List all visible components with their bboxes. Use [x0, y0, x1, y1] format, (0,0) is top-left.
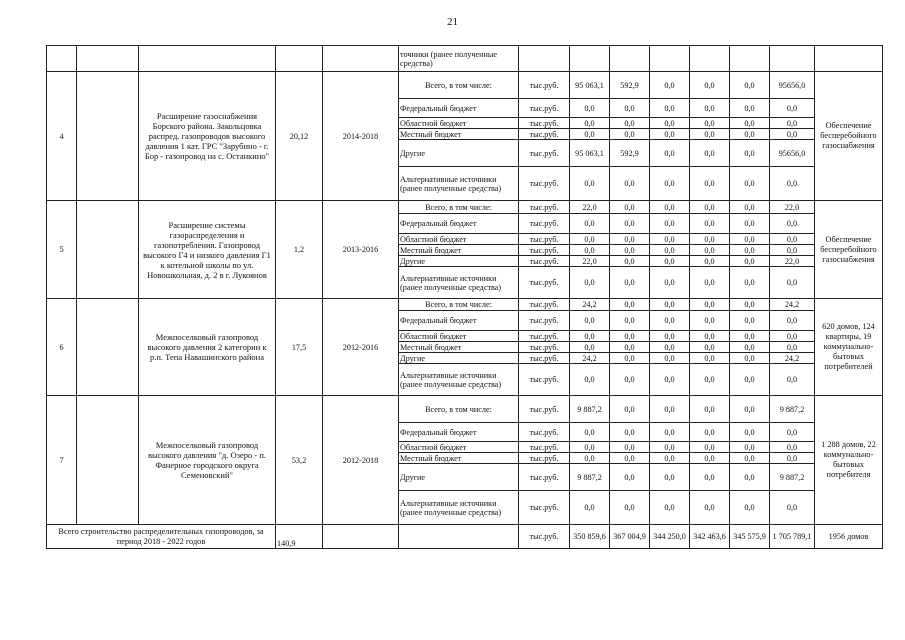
value-cell: 0,0 — [690, 72, 730, 99]
value-cell: 0,0 — [650, 267, 690, 299]
value-cell: 0,0 — [690, 167, 730, 201]
value-cell: 0,0 — [770, 234, 815, 245]
value-cell: 0,0 — [730, 299, 770, 311]
value-cell: 0,0 — [690, 342, 730, 353]
source-label-total: Всего, в том числе: — [399, 201, 519, 214]
project-name: Межпоселковый газопровод высокого давления "д. Озеро - п. Фанерное городского округа Семеновский" — [139, 396, 276, 525]
value-cell: 0,0 — [730, 267, 770, 299]
carryover-source-label: точники (ранее полученные средства) — [399, 46, 519, 72]
project-result: Обеспечение бесперебойного газоснабжения — [815, 72, 883, 201]
value-cell: 0,0 — [610, 453, 650, 464]
value-cell: 0,0 — [610, 245, 650, 256]
cell-empty — [690, 46, 730, 72]
value-cell: 0,0 — [650, 129, 690, 140]
value-cell: 0,0 — [730, 118, 770, 129]
value-cell: 0,0 — [650, 464, 690, 491]
value-cell: 0,0 — [650, 167, 690, 201]
value-cell: 22,0 — [570, 256, 610, 267]
value-cell: 592,9 — [610, 140, 650, 167]
value-cell: 0,0 — [770, 423, 815, 442]
value-cell: 0,0 — [650, 214, 690, 234]
source-label-local: Местный бюджет — [399, 453, 519, 464]
project-length: 1,2 — [276, 201, 323, 299]
table-row — [47, 72, 883, 99]
value-cell: 0,0 — [650, 453, 690, 464]
gas-pipeline-funding-table — [46, 45, 883, 549]
cell-empty — [77, 201, 139, 299]
unit-cell: тыс.руб. — [519, 342, 570, 353]
value-cell: 0,0 — [690, 331, 730, 342]
value-cell: 0,0 — [610, 214, 650, 234]
value-cell: 0,0 — [770, 129, 815, 140]
value-cell: 0,0 — [610, 364, 650, 396]
value-cell: 0,0 — [690, 118, 730, 129]
value-cell: 0,0 — [650, 140, 690, 167]
value-cell: 0,0 — [650, 364, 690, 396]
value-cell: 0,0 — [730, 342, 770, 353]
source-label-regional: Областной бюджет — [399, 118, 519, 129]
value-cell: 0,0 — [770, 167, 815, 201]
value-cell: 0,0 — [650, 118, 690, 129]
value-cell: 0,0 — [690, 364, 730, 396]
project-result: 620 домов, 124 квартиры, 19 коммунально-бытовых потребителей — [815, 299, 883, 396]
source-label-other: Другие — [399, 464, 519, 491]
value-cell: 0,0 — [570, 364, 610, 396]
source-label-alternative: Альтернативные источники (ранее полученные средства) — [399, 364, 519, 396]
source-label-other: Другие — [399, 256, 519, 267]
value-cell: 0,0 — [770, 118, 815, 129]
value-cell: 0,0 — [610, 342, 650, 353]
source-label-regional: Областной бюджет — [399, 331, 519, 342]
value-cell: 0,0 — [770, 364, 815, 396]
unit-cell: тыс.руб. — [519, 396, 570, 423]
value-cell: 0,0 — [730, 491, 770, 525]
project-result: Обеспечение бесперебойного газоснабжения — [815, 201, 883, 299]
project-number: 7 — [47, 396, 77, 525]
value-cell: 0,0 — [690, 353, 730, 364]
source-label-other: Другие — [399, 140, 519, 167]
project-period: 2012-2018 — [323, 396, 399, 525]
value-cell: 22,0 — [570, 201, 610, 214]
value-cell: 0,0 — [610, 299, 650, 311]
value-cell: 0,0 — [570, 245, 610, 256]
value-cell: 0,0 — [650, 99, 690, 118]
value-cell: 0,0 — [650, 299, 690, 311]
value-cell: 0,0 — [650, 201, 690, 214]
value-cell: 0,0 — [770, 442, 815, 453]
unit-cell: тыс.руб. — [519, 311, 570, 331]
project-length: 53,2 — [276, 396, 323, 525]
value-cell: 0,0 — [770, 311, 815, 331]
value-cell: 0,0 — [690, 491, 730, 525]
value-cell: 24,2 — [770, 299, 815, 311]
cell-empty — [47, 46, 77, 72]
value-cell: 0,0 — [610, 118, 650, 129]
unit-cell: тыс.руб. — [519, 353, 570, 364]
unit-cell: тыс.руб. — [519, 364, 570, 396]
project-number: 5 — [47, 201, 77, 299]
cell-empty — [77, 396, 139, 525]
value-cell: 0,0 — [610, 234, 650, 245]
value-cell: 0,0 — [610, 129, 650, 140]
cell-empty — [276, 46, 323, 72]
value-cell: 0,0 — [610, 423, 650, 442]
value-cell: 0,0 — [770, 214, 815, 234]
value-cell: 0,0 — [690, 442, 730, 453]
value-cell: 0,0 — [690, 423, 730, 442]
value-cell: 0,0 — [610, 99, 650, 118]
value-cell: 0,0 — [650, 396, 690, 423]
unit-cell: тыс.руб. — [519, 214, 570, 234]
value-cell: 0,0 — [690, 267, 730, 299]
project-length: 20,12 — [276, 72, 323, 201]
table-row — [47, 201, 883, 214]
unit-cell: тыс.руб. — [519, 129, 570, 140]
value-cell: 24,2 — [570, 353, 610, 364]
value-cell: 0,0 — [650, 442, 690, 453]
table-row-total — [47, 525, 883, 549]
value-cell: 0,0 — [570, 167, 610, 201]
value-cell: 0,0 — [570, 423, 610, 442]
value-cell: 24,2 — [570, 299, 610, 311]
value-cell: 0,0 — [730, 353, 770, 364]
source-label-total: Всего, в том числе: — [399, 72, 519, 99]
project-period: 2013-2016 — [323, 201, 399, 299]
table-row-carryover — [47, 46, 883, 72]
value-cell: 0,0 — [650, 423, 690, 442]
value-cell: 0,0 — [570, 99, 610, 118]
value-cell: 0,0 — [690, 129, 730, 140]
value-cell: 22,0 — [770, 201, 815, 214]
value-cell: 95 063,1 — [570, 72, 610, 99]
value-cell: 0,0 — [570, 331, 610, 342]
value-cell: 0,0 — [690, 99, 730, 118]
value-cell: 0,0 — [770, 267, 815, 299]
value-cell: 0,0 — [610, 201, 650, 214]
value-cell: 0,0 — [570, 214, 610, 234]
total-result: 1956 домов — [815, 525, 883, 549]
value-cell: 0,0 — [770, 453, 815, 464]
source-label-alternative: Альтернативные источники (ранее полученные средства) — [399, 167, 519, 201]
source-label-federal: Федеральный бюджет — [399, 99, 519, 118]
value-cell: 0,0 — [650, 256, 690, 267]
value-cell: 95656,0 — [770, 72, 815, 99]
source-label-local: Местный бюджет — [399, 245, 519, 256]
value-cell: 0,0 — [690, 299, 730, 311]
table-body — [47, 46, 883, 549]
value-cell: 0,0 — [610, 353, 650, 364]
value-cell: 0,0 — [770, 245, 815, 256]
value-cell: 0,0 — [690, 201, 730, 214]
value-cell: 0,0 — [730, 201, 770, 214]
cell-empty — [519, 46, 570, 72]
source-label-total: Всего, в том числе: — [399, 396, 519, 423]
value-cell: 0,0 — [730, 396, 770, 423]
value-cell: 0,0 — [730, 256, 770, 267]
cell-empty — [815, 46, 883, 72]
value-cell: 0,0 — [650, 311, 690, 331]
value-cell: 0,0 — [610, 311, 650, 331]
value-cell: 592,9 — [610, 72, 650, 99]
value-cell: 0,0 — [610, 464, 650, 491]
value-cell: 0,0 — [570, 311, 610, 331]
value-cell: 0,0 — [730, 364, 770, 396]
project-period: 2012-2016 — [323, 299, 399, 396]
value-cell: 0,0 — [730, 72, 770, 99]
value-cell: 0,0 — [650, 72, 690, 99]
value-cell: 0,0 — [570, 234, 610, 245]
value-cell: 95 063,1 — [570, 140, 610, 167]
unit-cell: тыс.руб. — [519, 491, 570, 525]
cell-empty — [650, 46, 690, 72]
value-cell: 0,0 — [770, 491, 815, 525]
project-name: Расширение газоснабжения Борского района. Закольцовка распред. газопроводов высокого давления 1 кат. ГРС "Зарубино - г. Бор - газопровод на с. Останкино" — [139, 72, 276, 201]
total-value: 350 859,6 — [570, 525, 610, 549]
value-cell: 9 887,2 — [570, 464, 610, 491]
page-number: 21 — [447, 16, 458, 28]
cell-empty — [399, 525, 519, 549]
value-cell: 0,0 — [730, 167, 770, 201]
unit-cell: тыс.руб. — [519, 331, 570, 342]
unit-cell: тыс.руб. — [519, 140, 570, 167]
cell-empty — [139, 46, 276, 72]
total-value: 1 705 789,1 — [770, 525, 815, 549]
unit-cell: тыс.руб. — [519, 201, 570, 214]
value-cell: 0,0 — [730, 214, 770, 234]
value-cell: 0,0 — [690, 256, 730, 267]
value-cell: 0,0 — [730, 129, 770, 140]
cell-empty — [77, 72, 139, 201]
unit-cell: тыс.руб. — [519, 464, 570, 491]
value-cell: 0,0 — [730, 245, 770, 256]
cell-empty — [77, 46, 139, 72]
total-label: Всего строительство распределительных газопроводов, за период 2018 - 2022 годов — [47, 525, 276, 549]
value-cell: 0,0 — [730, 140, 770, 167]
total-length: 140,9 — [276, 525, 323, 549]
source-label-other: Другие — [399, 353, 519, 364]
value-cell: 0,0 — [730, 423, 770, 442]
value-cell: 0,0 — [730, 464, 770, 491]
value-cell: 0,0 — [570, 491, 610, 525]
value-cell: 22,0 — [770, 256, 815, 267]
cell-empty — [730, 46, 770, 72]
value-cell: 0,0 — [770, 331, 815, 342]
value-cell: 0,0 — [690, 245, 730, 256]
unit-cell: тыс.руб. — [519, 72, 570, 99]
project-result: 1 288 домов, 22 коммунально-бытовых потребителя — [815, 396, 883, 525]
value-cell: 0,0 — [730, 311, 770, 331]
project-number: 4 — [47, 72, 77, 201]
value-cell: 0,0 — [730, 453, 770, 464]
table-row — [47, 396, 883, 423]
cell-empty — [770, 46, 815, 72]
source-label-total: Всего, в том числе: — [399, 299, 519, 311]
unit-cell: тыс.руб. — [519, 99, 570, 118]
unit-cell: тыс.руб. — [519, 118, 570, 129]
value-cell: 0,0 — [610, 396, 650, 423]
source-label-local: Местный бюджет — [399, 342, 519, 353]
value-cell: 9 887,2 — [770, 464, 815, 491]
source-label-regional: Областной бюджет — [399, 442, 519, 453]
project-name: Межпоселковый газопровод высокого давления 2 категории к р.п. Тепа Навашинского района — [139, 299, 276, 396]
value-cell: 24,2 — [770, 353, 815, 364]
value-cell: 95656,0 — [770, 140, 815, 167]
value-cell: 0,0 — [570, 442, 610, 453]
source-label-alternative: Альтернативные источники (ранее полученные средства) — [399, 267, 519, 299]
value-cell: 0,0 — [690, 453, 730, 464]
project-length: 17,5 — [276, 299, 323, 396]
unit-cell: тыс.руб. — [519, 256, 570, 267]
value-cell: 0,0 — [690, 234, 730, 245]
value-cell: 0,0 — [730, 99, 770, 118]
cell-empty — [323, 525, 399, 549]
value-cell: 0,0 — [570, 453, 610, 464]
value-cell: 0,0 — [650, 342, 690, 353]
project-name: Расширение системы газораспределения и газопотребления. Газопровод высокого Г4 и низкого давления Г1 к котельной школы по ул. Новошкольная, д. 2 в г. Лукоянов — [139, 201, 276, 299]
total-unit: тыс.руб. — [519, 525, 570, 549]
value-cell: 0,0 — [570, 267, 610, 299]
source-label-federal: Федеральный бюджет — [399, 311, 519, 331]
value-cell: 0,0 — [610, 267, 650, 299]
value-cell: 0,0 — [690, 396, 730, 423]
value-cell: 0,0 — [770, 342, 815, 353]
value-cell: 0,0 — [610, 167, 650, 201]
value-cell: 9 887,2 — [570, 396, 610, 423]
value-cell: 0,0 — [610, 331, 650, 342]
cell-empty — [323, 46, 399, 72]
value-cell: 0,0 — [690, 464, 730, 491]
value-cell: 0,0 — [690, 311, 730, 331]
cell-empty — [77, 299, 139, 396]
project-period: 2014-2018 — [323, 72, 399, 201]
cell-empty — [570, 46, 610, 72]
source-label-alternative: Альтернативные источники (ранее полученные средства) — [399, 491, 519, 525]
unit-cell: тыс.руб. — [519, 267, 570, 299]
total-value: 345 575,9 — [730, 525, 770, 549]
value-cell: 0,0 — [690, 140, 730, 167]
unit-cell: тыс.руб. — [519, 234, 570, 245]
total-value: 344 250,0 — [650, 525, 690, 549]
value-cell: 0,0 — [570, 129, 610, 140]
unit-cell: тыс.руб. — [519, 453, 570, 464]
value-cell: 0,0 — [610, 256, 650, 267]
cell-empty — [610, 46, 650, 72]
value-cell: 0,0 — [650, 491, 690, 525]
unit-cell: тыс.руб. — [519, 299, 570, 311]
unit-cell: тыс.руб. — [519, 167, 570, 201]
value-cell: 0,0 — [770, 99, 815, 118]
source-label-federal: Федеральный бюджет — [399, 423, 519, 442]
source-label-regional: Областной бюджет — [399, 234, 519, 245]
value-cell: 0,0 — [650, 234, 690, 245]
value-cell: 0,0 — [730, 234, 770, 245]
value-cell: 0,0 — [570, 118, 610, 129]
value-cell: 0,0 — [650, 353, 690, 364]
value-cell: 0,0 — [730, 331, 770, 342]
value-cell: 0,0 — [650, 331, 690, 342]
unit-cell: тыс.руб. — [519, 442, 570, 453]
value-cell: 9 887,2 — [770, 396, 815, 423]
value-cell: 0,0 — [610, 442, 650, 453]
source-label-federal: Федеральный бюджет — [399, 214, 519, 234]
project-number: 6 — [47, 299, 77, 396]
source-label-local: Местный бюджет — [399, 129, 519, 140]
value-cell: 0,0 — [730, 442, 770, 453]
value-cell: 0,0 — [610, 491, 650, 525]
unit-cell: тыс.руб. — [519, 423, 570, 442]
value-cell: 0,0 — [650, 245, 690, 256]
value-cell: 0,0 — [570, 342, 610, 353]
unit-cell: тыс.руб. — [519, 245, 570, 256]
total-value: 367 004,9 — [610, 525, 650, 549]
table-row — [47, 299, 883, 311]
total-value: 342 463,6 — [690, 525, 730, 549]
value-cell: 0,0 — [690, 214, 730, 234]
